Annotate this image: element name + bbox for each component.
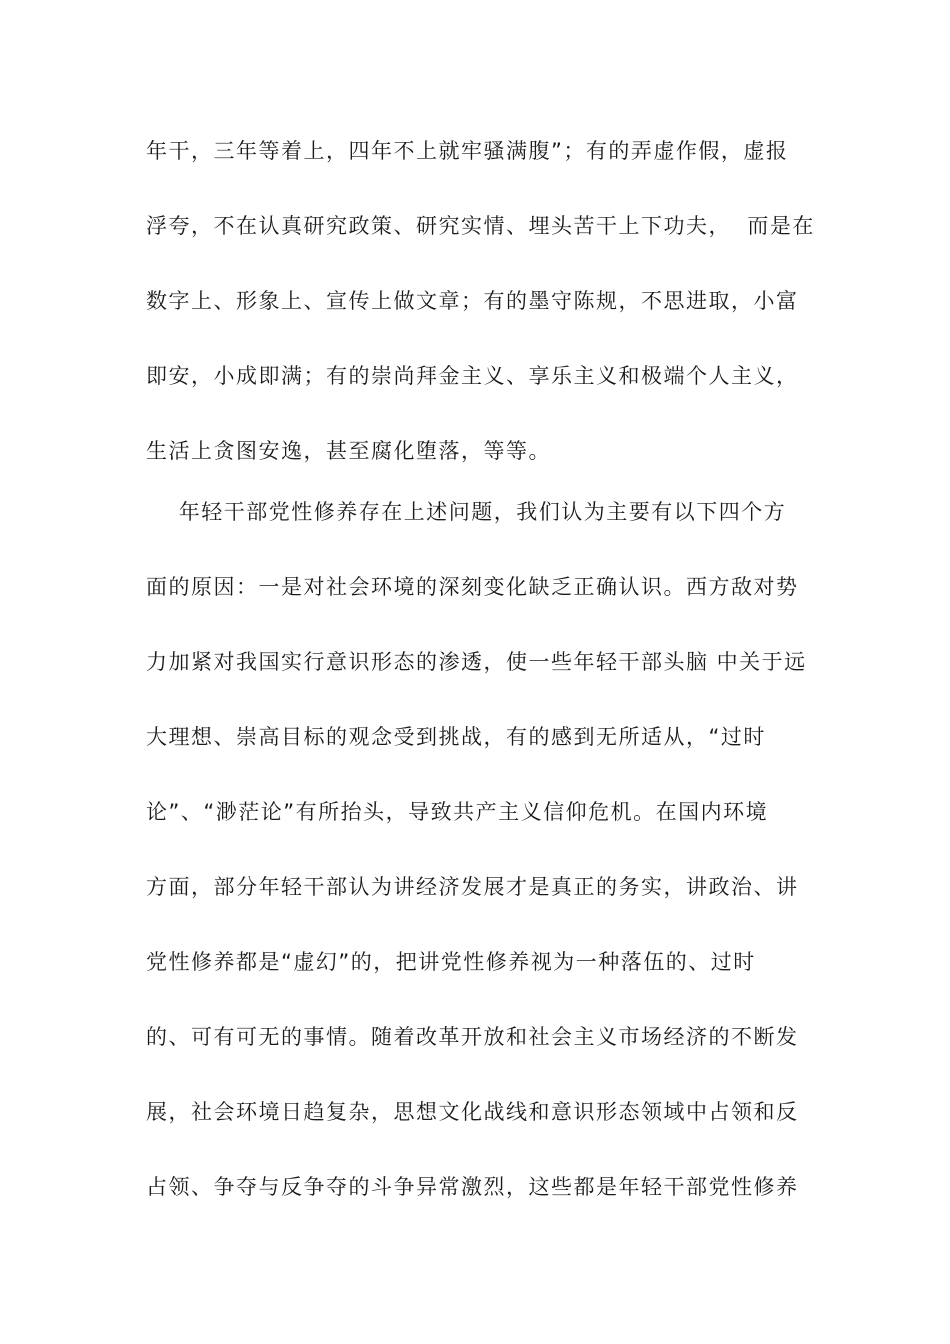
paragraph-first-line: 年轻干部党性修养存在上述问题，我们认为主要有以下四个方 (146, 500, 787, 524)
text-line: 论”、“渺茫论”有所抬头，导致共产主义信仰危机。在国内环境 (146, 800, 769, 824)
text-line: 力加紧对我国实行意识形态的渗透，使一些年轻干部头脑 中关于远 (146, 650, 807, 674)
text-line: 生活上贪图安逸，甚至腐化堕落，等等。 (146, 439, 551, 463)
text-line: 展，社会环境日趋复杂，思想文化战线和意识形态领域中占领和反 (146, 1100, 799, 1124)
text-line: 面的原因：一是对社会环境的深刻变化缺乏正确认识。西方敌对势 (146, 575, 799, 599)
text-line: 方面，部分年轻干部认为讲经济发展才是真正的务实，讲政治、讲 (146, 875, 799, 899)
text-line: 即安，小成即满；有的崇尚拜金主义、享乐主义和极端个人主义， (146, 364, 799, 388)
text-line: 数字上、形象上、宣传上做文章；有的墨守陈规，不思进取，小富 (146, 289, 799, 313)
text-line: 大理想、崇高目标的观念受到挑战，有的感到无所适从，“过时 (146, 725, 766, 749)
text-line: 浮夸，不在认真研究政策、研究实情、埋头苦干上下功夫， 而是在 (146, 214, 815, 238)
text-line: 党性修养都是“虚幻”的，把讲党性修养视为一种落伍的、过时 (146, 950, 756, 974)
text-line: 的、可有可无的事情。随着改革开放和社会主义市场经济的不断发 (146, 1025, 799, 1049)
text-line: 年干，三年等着上，四年不上就牢骚满腹”；有的弄虚作假，虚报 (146, 139, 789, 163)
text-line: 占领、争夺与反争夺的斗争异常激烈，这些都是年轻干部党性修养 (146, 1175, 799, 1199)
